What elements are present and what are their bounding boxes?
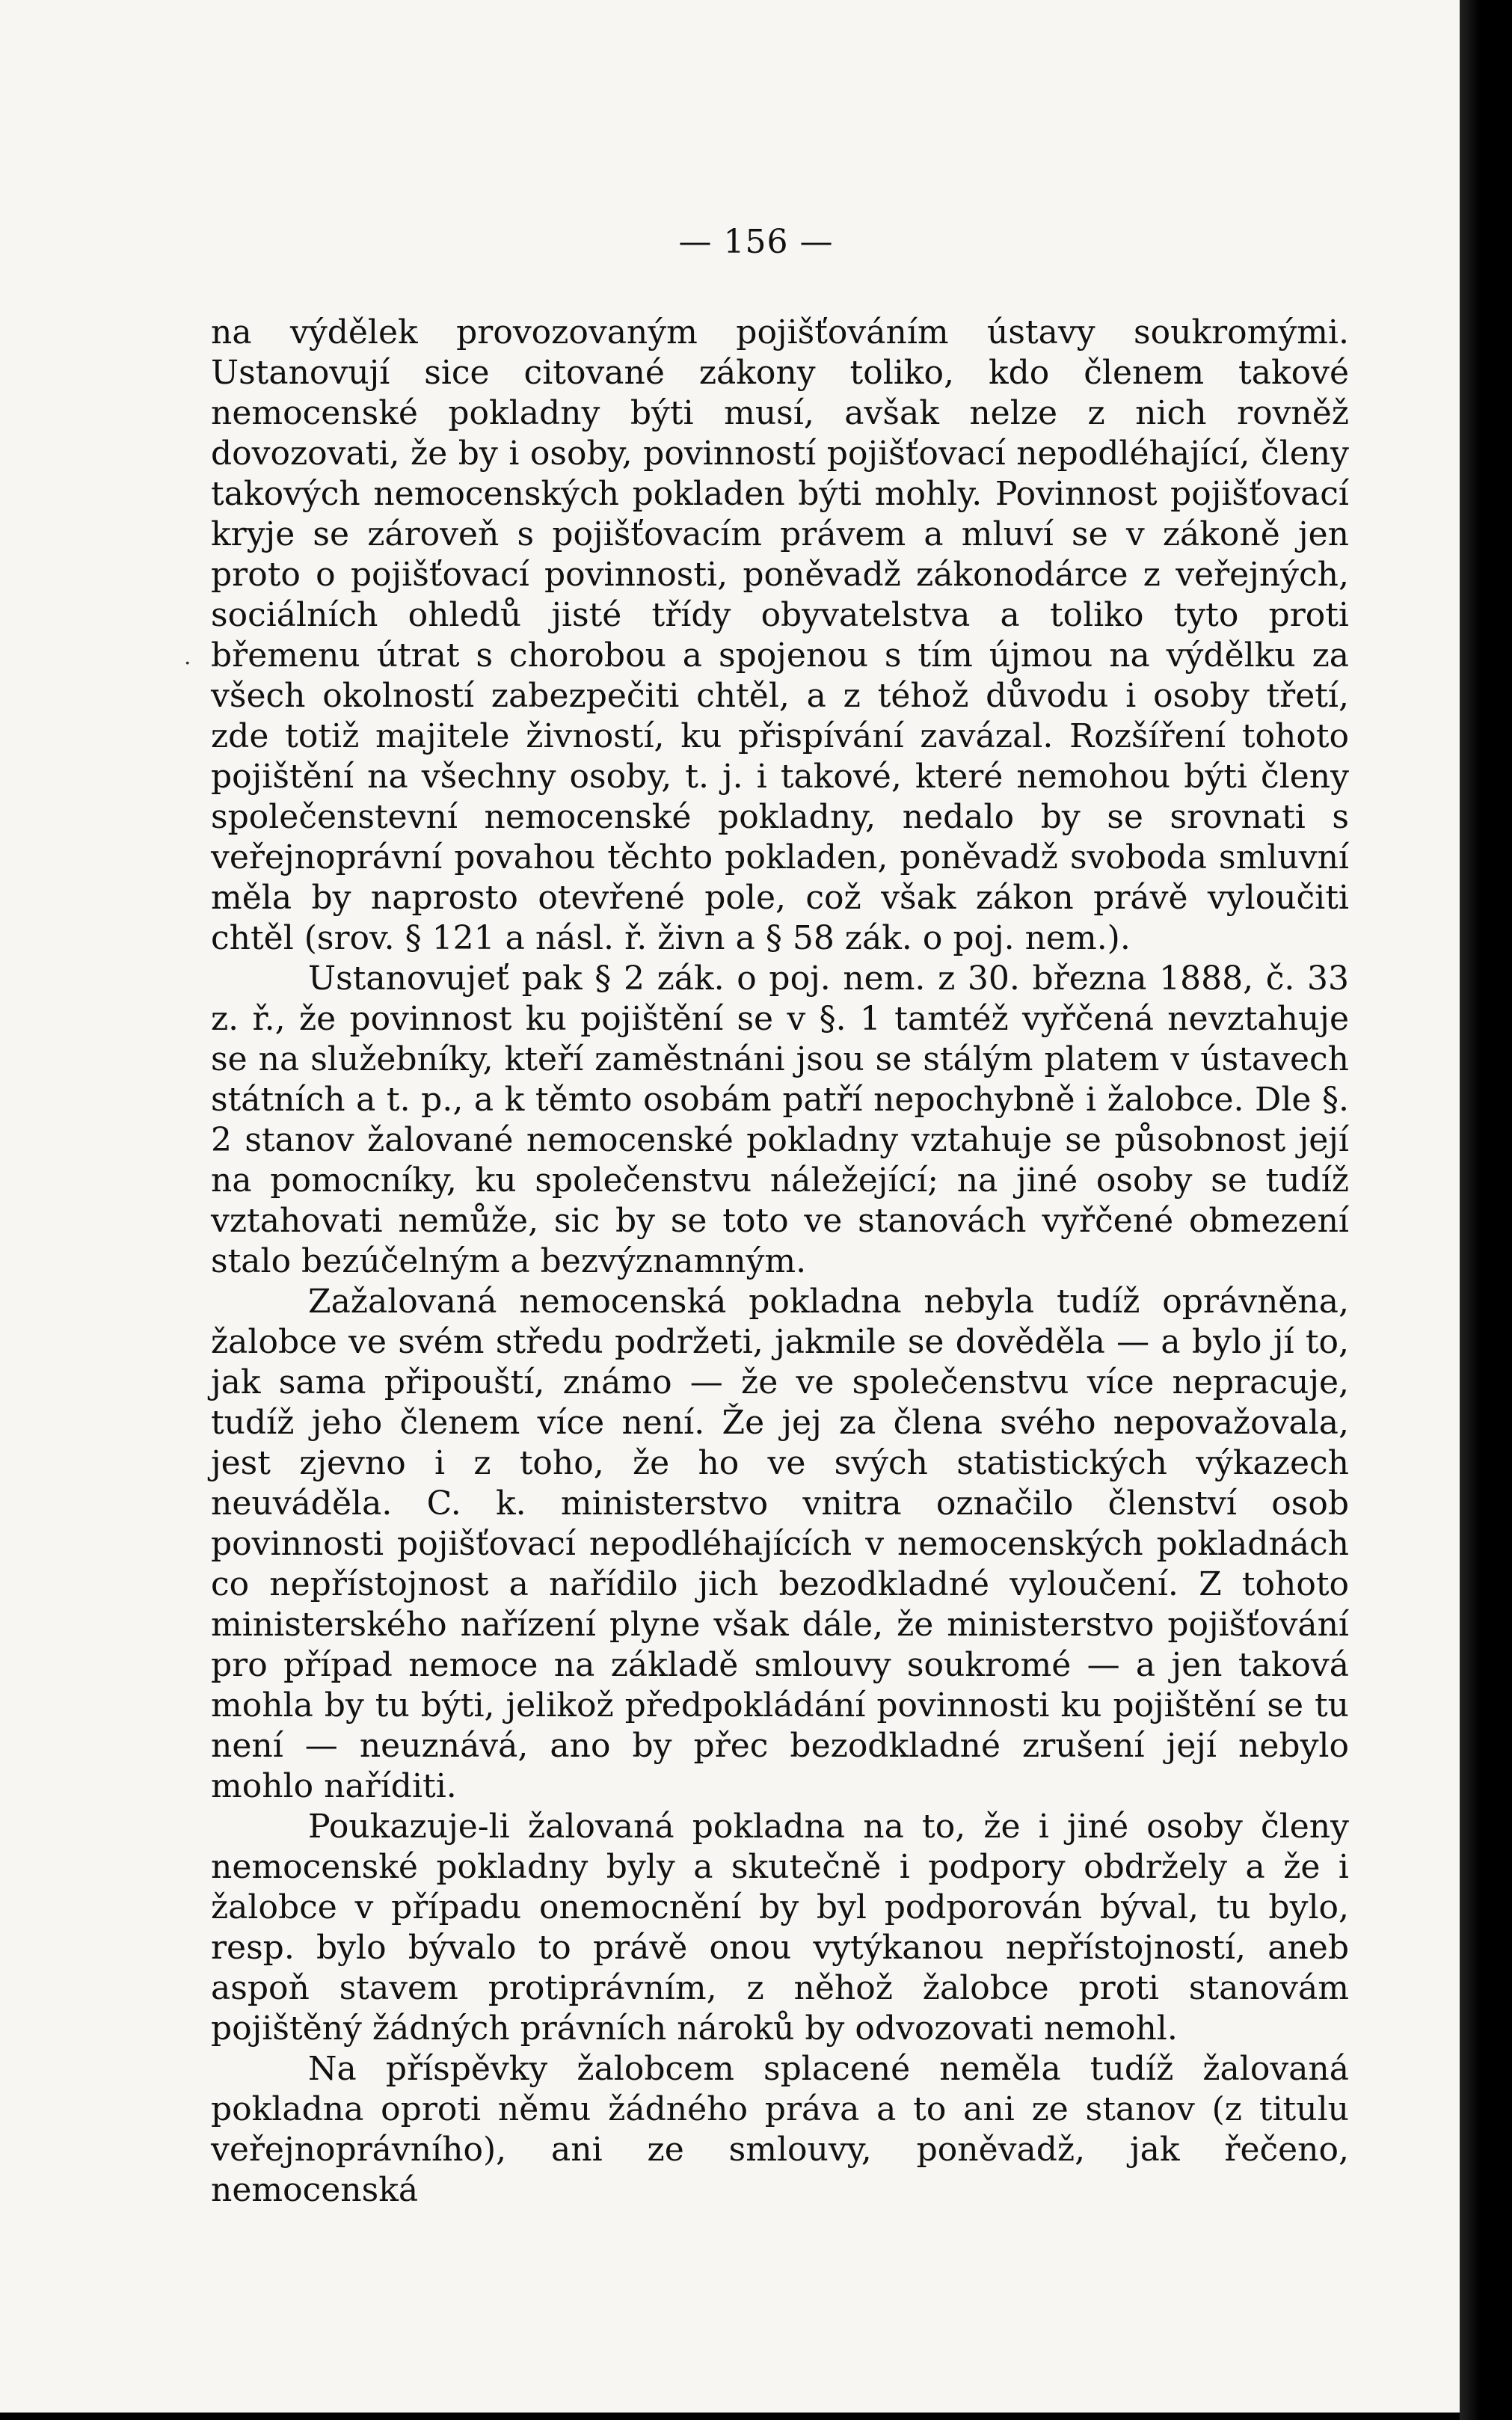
paragraph-5: Na příspěvky žalobcem splacené neměla tudíž žalovaná pokladna oproti němu žádného práva a to ani ze stanov (z titulu veřejnoprávního), ani ze smlouvy, poněvadž, jak řečeno, nemocenská [211,2050,1349,2209]
margin-mark: · [184,651,191,677]
paragraph-3: Zažalovaná nemocenská pokladna nebyla tudíž oprávněna, žalobce ve svém středu podržeti, jakmile se dověděla — a bylo jí to, jak sama připouští, známo — že ve společenstvu více nepracuje, tudíž jeho členem více není. Že jej za člena svého nepovažovala, jest zjevno i z toho, že ho ve svých statistických výkazech neuváděla. C. k. ministerstvo vnitra označilo členství osob povinnosti pojišťovací nepodléhajících v nemocenských pokladnách co nepřístojnost a nařídilo jich bezodkladné vyloučení. Z tohoto ministerského nařízení plyne však dále, že ministerstvo pojišťování pro případ nemoce na základě smlouvy soukromé — a jen taková mohla by tu býti, jelikož předpokládání povinnosti ku pojištění se tu není — neuznává, ano by přec bezodkladné zrušení její nebylo mohlo naříditi. [211,1283,1349,1805]
paragraph-4: Poukazuje-li žalovaná pokladna na to, že i jiné osoby členy nemocenské pokladny byly a skutečně i podpory obdržely a že i žalobce v případu onemocnění by byl podporován býval, tu bylo, resp. bylo bývalo to právě onou vytýkanou nepřístojností, aneb aspoň stavem protiprávním, z něhož žalobce proti stanovám pojištěný žádných právních nároků by odvozovati nemohl. [211,1808,1349,2048]
body-text [211,313,1349,2211]
page-number: — 156 — [678,223,834,261]
paragraph-2: Ustanovujeť pak § 2 zák. o poj. nem. z 30. března 1888, č. 33 z. ř., že povinnost ku pojištění se v §. 1 tamtéž vyřčená nevztahuje se na služebníky, kteří zaměstnáni jsou se stálým platem v ústavech státních a t. p., a k těmto osobám patří nepochybně i žalobce. Dle §. 2 stanov žalované nemocenské pokladny vztahuje se působnost její na pomocníky, ku společenstvu náležející; na jiné osoby se tudíž vztahovati nemůže, sic by se toto ve stanovách vyřčené obmezení stalo bezúčelným a bezvýznamným. [211,959,1349,1280]
scan-right-border [1460,0,1512,2420]
paragraph-1: na výdělek provozovaným pojišťováním ústavy soukromými. Ustanovují sice citované zákony toliko, kdo členem takové nemocenské pokladny býti musí, avšak nelze z nich rovněž dovozovati, že by i osoby, povinností pojišťovací nepodléhající, členy takových nemocenských pokladen býti mohly. Povinnost pojišťovací kryje se zároveň s pojišťovacím právem a mluví se v zákoně jen proto o pojišťovací povinnosti, poněvadž zákonodárce z veřejných, sociálních ohledů jisté třídy obyvatelstva a toliko tyto proti břemenu útrat s chorobou a spojenou s tím újmou na výdělku za všech okolností zabezpečiti chtěl, a z téhož důvodu i osoby třetí, zde totiž majitele živností, ku přispívání zavázal. Rozšíření tohoto pojištění na všechny osoby, t. j. i takové, které nemohou býti členy společenstevní nemocenské pokladny, nedalo by se srovnati s veřejnoprávní povahou těchto pokladen, poněvadž svoboda smluvní měla by naprosto otevřené pole, což však zákon právě vyloučiti chtěl (srov. § 121 a násl. ř. živn a § 58 zák. o poj. nem.). [211,313,1349,957]
